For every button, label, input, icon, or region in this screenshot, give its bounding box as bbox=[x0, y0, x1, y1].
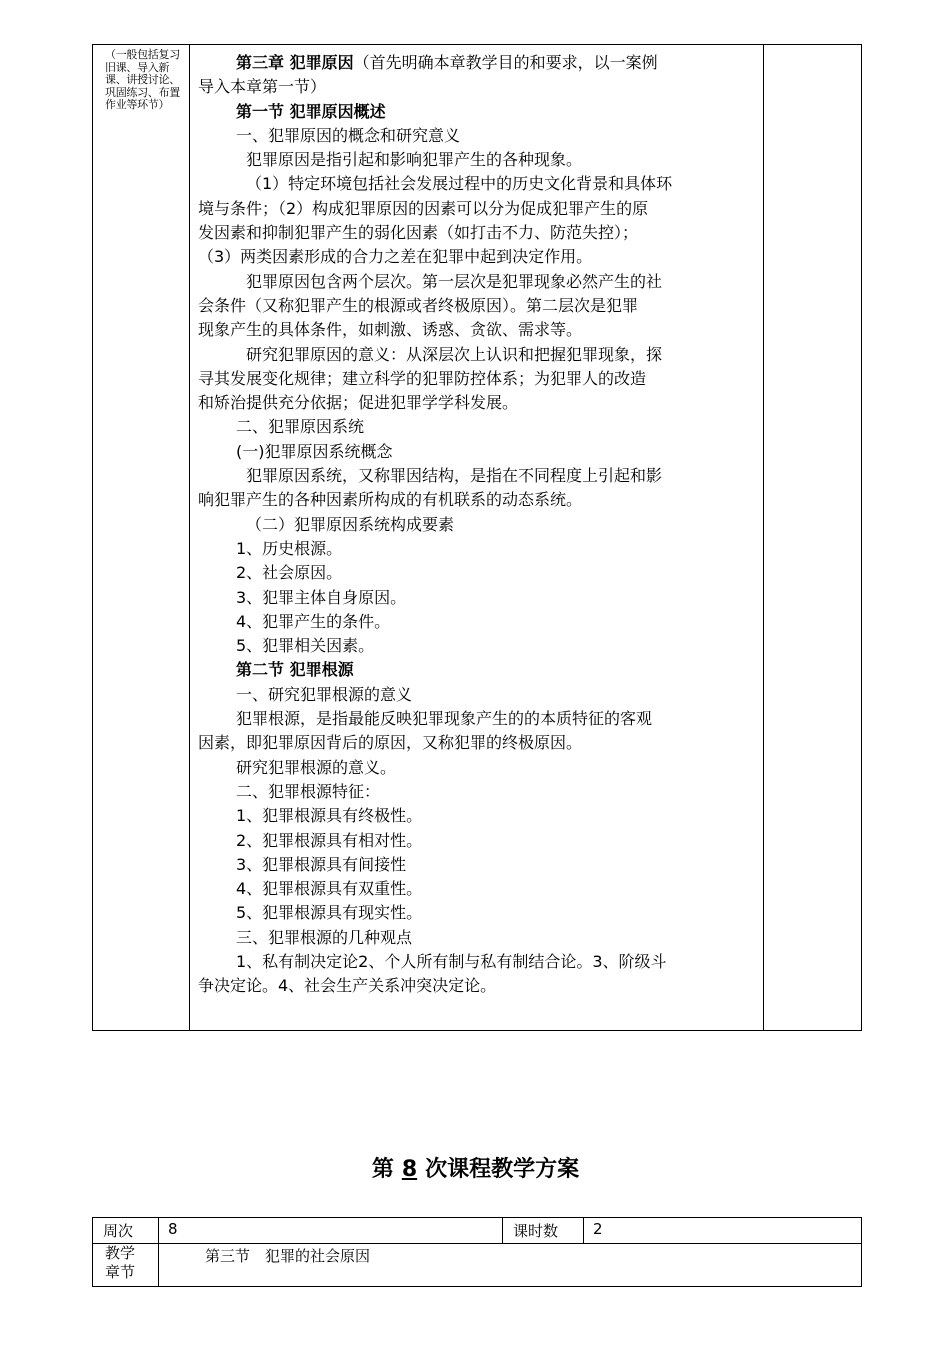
plan-title-prefix: 第 bbox=[371, 1157, 394, 1182]
content-line: 1、私有制决定论2、个人所有制与私有制结合论。3、阶级斗 bbox=[236, 951, 667, 971]
plan-title-suffix: 次课程教学方案 bbox=[425, 1157, 580, 1182]
plan-title-number: 8 bbox=[401, 1157, 418, 1182]
content-line: 2、犯罪根源具有相对性。 bbox=[236, 830, 423, 850]
content-line: 响犯罪产生的各种因素所构成的有机联系的动态系统。 bbox=[198, 490, 583, 510]
chapter-label-line1: 教学 bbox=[105, 1244, 136, 1262]
content-line: 一、研究犯罪根源的意义 bbox=[236, 684, 413, 704]
content-line: 犯罪根源，是指最能反映犯罪现象产生的的本质特征的客观 bbox=[236, 709, 653, 729]
left-note: （一般包括复习旧课、导入新课、讲授讨论、巩固练习、布置作业等环节） bbox=[105, 48, 180, 112]
content-line: 二、犯罪原因系统 bbox=[236, 417, 365, 437]
content-line: 4、犯罪根源具有双重性。 bbox=[236, 879, 423, 899]
content-line: 境与条件；（2）构成犯罪原因的因素可以分为促成犯罪产生的原 bbox=[198, 198, 649, 218]
right-empty-column bbox=[763, 45, 861, 1030]
content-line: 2、社会原因。 bbox=[236, 563, 343, 583]
content-line: 4、犯罪产生的条件。 bbox=[236, 611, 391, 631]
content-line: 研究犯罪原因的意义：从深层次上认识和把握犯罪现象，探 bbox=[246, 344, 663, 364]
content-line: 1、犯罪根源具有终极性。 bbox=[236, 806, 423, 826]
chapter-note-cont: 导入本章第一节） bbox=[198, 77, 327, 97]
content-line: 犯罪原因是指引起和影响犯罪产生的各种现象。 bbox=[246, 150, 583, 170]
week-label: 周次 bbox=[103, 1222, 134, 1240]
content-line: 和矫治提供充分依据；促进犯罪学学科发展。 bbox=[198, 393, 519, 413]
chapter-value: 第三节 犯罪的社会原因 bbox=[205, 1247, 371, 1265]
content-line: （二）犯罪原因系统构成要素 bbox=[246, 514, 455, 534]
hours-label: 课时数 bbox=[513, 1222, 559, 1240]
chapter-label bbox=[105, 1244, 135, 1282]
content-line: （1）特定环境包括社会发展过程中的历史文化背景和具体环 bbox=[246, 174, 673, 194]
content-line: 争决定论。4、社会生产关系冲突决定论。 bbox=[198, 976, 497, 996]
chapter-note: （首先明确本章教学目的和要求，以一案例 bbox=[353, 53, 658, 72]
content-line: （3）两类因素形成的合力之差在犯罪中起到决定作用。 bbox=[198, 247, 593, 267]
content-line: 会条件（又称犯罪产生的根源或者终极原因）。第二层次是犯罪 bbox=[198, 295, 639, 315]
content-line: 3、犯罪根源具有间接性 bbox=[236, 854, 407, 874]
left-note-column bbox=[93, 45, 190, 1030]
divider bbox=[158, 1218, 159, 1286]
content-line: 一、犯罪原因的概念和研究意义 bbox=[236, 125, 461, 145]
divider bbox=[502, 1218, 503, 1243]
content-line: 5、犯罪相关因素。 bbox=[236, 636, 375, 656]
content-line: 犯罪原因包含两个层次。第一层次是犯罪现象必然产生的社 bbox=[246, 271, 663, 291]
content-line: 研究犯罪根源的意义。 bbox=[236, 757, 397, 777]
content-line: 1、历史根源。 bbox=[236, 538, 343, 558]
section1-title: 第一节 犯罪原因概述 bbox=[236, 101, 386, 121]
content-line: 3、犯罪主体自身原因。 bbox=[236, 587, 407, 607]
hours-value: 2 bbox=[593, 1220, 603, 1238]
week-value: 8 bbox=[168, 1220, 178, 1238]
content-line: 因素，即犯罪原因背后的原因，又称犯罪的终极原因。 bbox=[198, 733, 583, 753]
section2-title: 第二节 犯罪根源 bbox=[236, 660, 354, 680]
content-line: (一)犯罪原因系统概念 bbox=[236, 441, 393, 461]
chapter-label-line2: 章节 bbox=[105, 1263, 136, 1281]
content-line: 现象产生的具体条件，如刺激、诱惑、贪欲、需求等。 bbox=[198, 320, 583, 340]
info-table bbox=[92, 1217, 862, 1287]
divider bbox=[93, 1243, 861, 1244]
chapter-title: 第三章 犯罪原因 bbox=[236, 53, 354, 72]
content-line: 二、犯罪根源特征： bbox=[236, 781, 381, 801]
content-line: 三、犯罪根源的几种观点 bbox=[236, 927, 413, 947]
plan-title bbox=[0, 1152, 951, 1183]
lesson-content bbox=[198, 51, 758, 999]
content-line: 5、犯罪根源具有现实性。 bbox=[236, 903, 423, 923]
lesson-content-table bbox=[92, 44, 862, 1031]
content-line: 犯罪原因系统，又称罪因结构，是指在不同程度上引起和影 bbox=[246, 466, 663, 486]
content-line: 发因素和抑制犯罪产生的弱化因素（如打击不力、防范失控）； bbox=[198, 223, 639, 243]
divider bbox=[583, 1218, 584, 1243]
content-line: 寻其发展变化规律；建立科学的犯罪防控体系；为犯罪人的改造 bbox=[198, 368, 647, 388]
